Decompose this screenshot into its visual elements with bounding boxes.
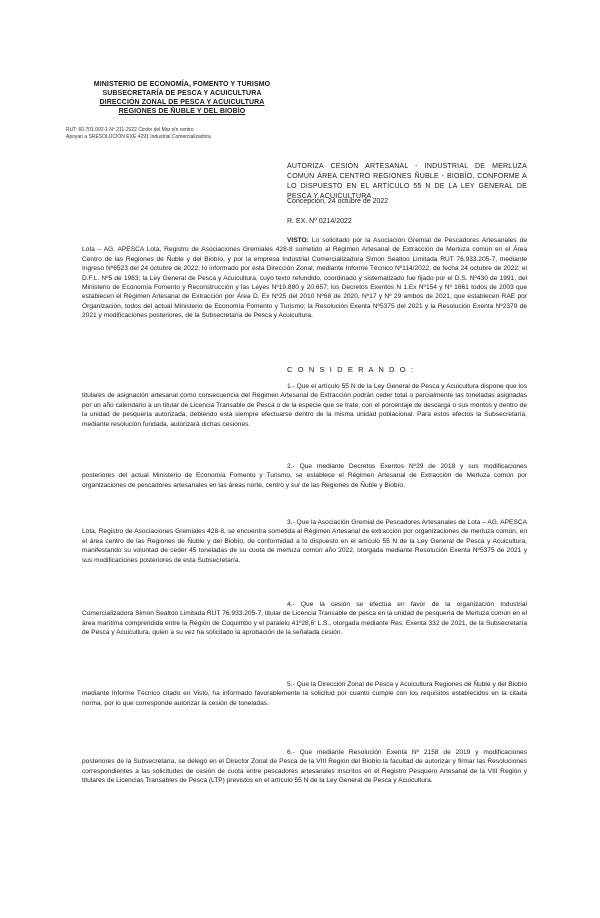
- considerando-6: [82, 748, 527, 786]
- considerando-5: [82, 680, 527, 708]
- document-date: Concepción, 24 octubre de 2022: [287, 198, 389, 205]
- direction-line: DIRECCIÓN ZONAL DE PESCA Y ACUICULTURA: [99, 99, 265, 106]
- letterhead: [82, 80, 282, 116]
- subsecretaria-line: SUBSECRETARÍA DE PESCA Y ACUICULTURA: [102, 90, 262, 97]
- visto-label: VISTO:: [287, 237, 309, 244]
- resolution-subject: AUTORIZA CESIÓN ARTESANAL - INDUSTRIAL DE MERLUZA COMÚN ÁREA CENTRO REGIONES ÑUBLE - BIOBÍO, CONFORME A LO DISPUESTO EN EL ARTÍCULO 55 N DE LA LEY GENERAL DE PESCA Y ACUICULTURA.: [287, 163, 527, 200]
- considerando-2-text: 2.- Que mediante Decretos Exentos Nº29 de 2018 y sus modificaciones posteriores del actual Ministerio de Economía Fomento y Turismo, se establece el Régimen Artesanal de Extracción de Merluza común por organizaciones de pescadores artesanales en las áreas norte, centro y sur de las Regiones de Ñuble y Biobío.: [82, 463, 527, 489]
- considerando-1: [82, 382, 527, 429]
- considerando-3: [82, 518, 527, 565]
- reference-block: [66, 127, 306, 140]
- visto-paragraph: [82, 236, 527, 321]
- ministry-line: MINISTERIO DE ECONOMÍA, FOMENTO Y TURISMO: [93, 81, 271, 88]
- resolution-number: R. EX. Nº 0214/2022: [287, 218, 352, 225]
- considerando-2: [82, 462, 527, 490]
- considerando-3-text: 3.- Que la Asociación Gremial de Pescadores Artesanales de Lota – AG. APESCA Lota, Registro de Asociaciones Gremiales 428-8, se encuentra sometida al Régimen Artesanal de extracción por organizaciones de merluza común, en el área centro de las Regiones de Ñuble y del Biobío, de conformidad a lo dispuesto en el artículo 55 N de la Ley General de Pesca y Acuicultura, manifestando su voluntad de ceder 45 toneladas de su cuota de merluza común año 2022, otorgada mediante Resolución Exenta Nº5375 de 2021 y sus modificaciones posteriores de esta Subsecretaría.: [82, 519, 527, 564]
- reference-line-1: RUT: 60.701.002-1 Nº 211-2022 Ctrdor del Mar s/n centro: [66, 127, 194, 133]
- reference-line-2: Apoyan a SRESOLUCIÓN EXE 4291 Industrial Comercializadora: [66, 133, 211, 140]
- visto-text: Lo solicitado por la Asociación Gremial de Pescadores Artesanales de Lota – AG. APESCA Lota, Registro de Asociaciones Gremiales 428-8 sometido al Régimen Artesanal de Extracción de Merluza común en el Área Centro de las Regiones de Ñuble y del Biobío, y por la empresa Industrial Comercializadora Simon Sealtoo Limitada RUT 76.933.205-7, mediante Ingreso Nº6523 del 24 octubre de 2022; lo informado por esta Dirección Zonal, mediante Informe Técnico Nº114/2022, de fecha 24 octubre de 2022; el D.F.L. Nº5 de 1983; la Ley General de Pesca y Acuicultura, cuyo texto refundido, coordinado y sistematizado fue fijado por el D.S. Nº430 de 1991, del Ministerio de Economía Fomento y Reconstrucción y las Leyes Nº19.880 y 20.657; los Decretos Exentos N 1.Ex Nº154 y Nº 1661 todos de 2003 que establecen el Régimen Artesanal de Extracción por Área D. Ex Nº25 del 2010 Nº68 de 2020, Nº17 y Nº 29 ambos de 2021, que establecen RAE por Organización, todos del actual Ministerio de Economía Fomento y Turismo; la Resolución Exenta Nº5375 del 2021 y la Resolución Exenta Nº2379 de 2021 y modificaciones posteriores, de la Subsecretaría de Pesca y Acuicultura.: [82, 237, 527, 320]
- considerando-6-text: 6.- Que mediante Resolución Exenta Nº 2158 de 2019 y modificaciones posteriores de la Subsecretaría, se delegó en el Director Zonal de Pesca de la VIII Región del Biobío la facultad de autorizar y firmar las Resoluciones correspondientes a las solicitudes de cesión de cuota entre pescadores artesanales inscritos en el Registro Pesquero Artesanal de la VIII Región y titulares de Licencias Transables de Pesca (LTP) previstos en el artículo 55 N de la Ley General de Pesca y Acuicultura.: [82, 749, 527, 785]
- considerando-4-text: 4.- Que la cesión se efectúa en favor de la organización Industrial Comercializadora Simon Sealtoo Limitada RUT 76.933.205-7, titular de Licencia Transable de pesca en la unidad de pesquería de Merluza común en el área marítima comprendida entre la Región de Coquimbo y el paralelo 41º28,6' L.S., otorgada mediante Res. Exenta 332 de 2021, de la Subsecretaría de Pesca y Acuicultura, quien a su vez ha solicitado la aprobación de la señalada cesión.: [82, 601, 527, 637]
- considerando-heading: C O N S I D E R A N D O :: [287, 365, 415, 374]
- considerando-4: [82, 600, 527, 638]
- considerando-1-text: 1.- Que el artículo 55 N de la Ley General de Pesca y Acuicultura dispone que los titulares de asignación artesanal como consecuencia del Régimen Artesanal de Extracción podrán ceder total o parcialmente las toneladas asignadas por un año calendario a un titular de Licencia Transable de Pesca o de la especie que se trate, con el porcentaje de descarga o sus montos y dentro de la unidad de pesquería autorizada, debiendo esta siempre efectuarse dentro de la misma unidad poblacional. Para estos efectos la Subsecretaría, mediante resolución fundada, autorizará dichas cesiones.: [82, 383, 527, 428]
- region-line: REGIONES DE ÑUBLE Y DEL BIOBÍO: [118, 108, 246, 115]
- considerando-5-text: 5.- Que la Dirección Zonal de Pesca y Acuicultura Regiones de Ñuble y del Biobío mediante Informe Técnico citado en Visto, ha informado favorablemente la solicitud por cuanto cumple con los requisitos establecidos en la citada norma, por lo que corresponde autorizar la cesión de toneladas.: [82, 681, 527, 707]
